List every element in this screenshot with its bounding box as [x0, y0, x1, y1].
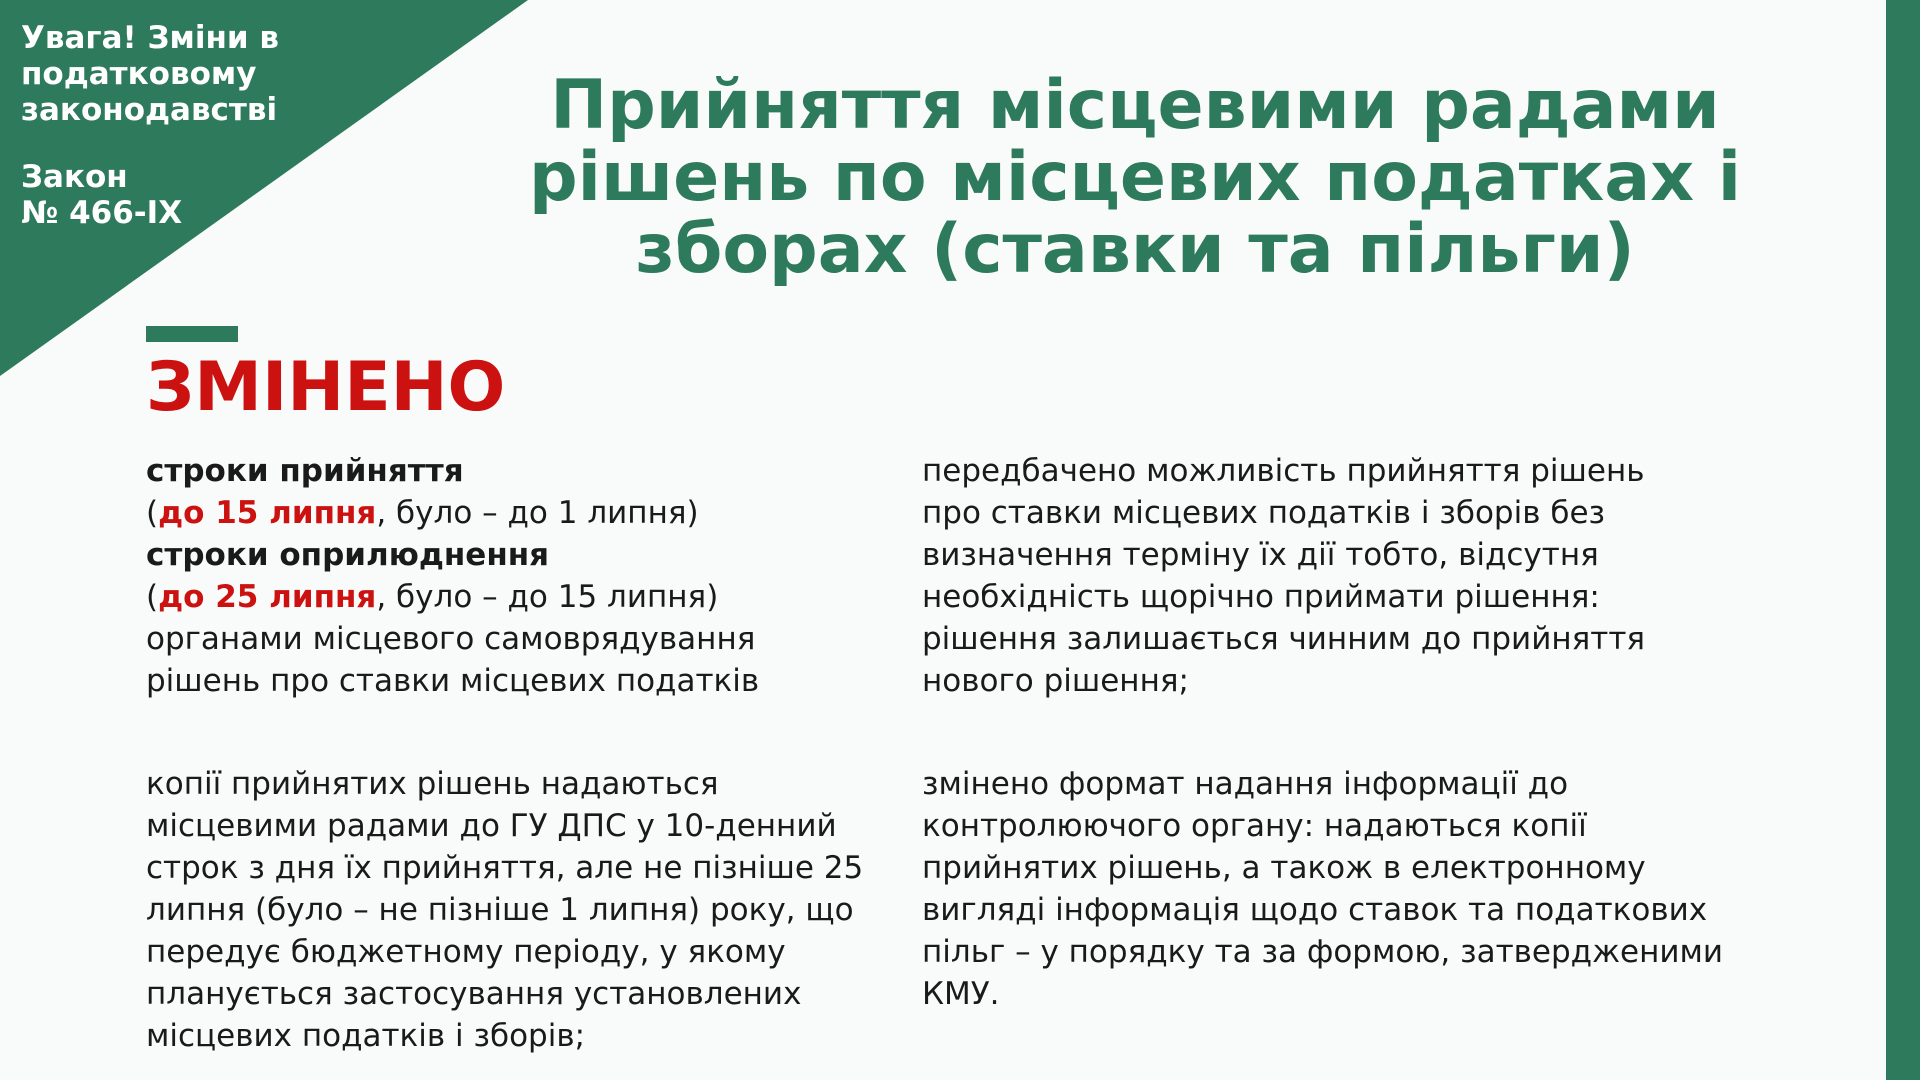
- text-line: строк з дня їх прийняття, але не пізніше 25: [146, 850, 864, 886]
- paren-open: (: [146, 579, 159, 615]
- text-line: змінено формат надання інформації до: [922, 766, 1569, 802]
- text-line: планується застосування установлених: [146, 976, 802, 1012]
- text-line: рішення залишається чинним до прийняття: [922, 621, 1646, 657]
- indefinite-term-block: [922, 450, 1742, 702]
- law-line-1: Закон: [21, 159, 128, 195]
- text-line: КМУ.: [922, 976, 1000, 1012]
- adoption-deadline-old: , було – до 1 липня): [376, 495, 699, 531]
- text-line: місцевих податків і зборів;: [146, 1018, 586, 1054]
- text-line: передує бюджетному періоду, у якому: [146, 934, 786, 970]
- publication-deadline-detail: [146, 576, 906, 618]
- accent-bar: [146, 326, 238, 342]
- title-line-3: зборах (ставки та пільги): [635, 210, 1635, 289]
- title-line-1: Прийняття місцевими радами: [550, 66, 1720, 145]
- publication-deadline-heading: строки оприлюднення: [146, 537, 550, 573]
- deadlines-text-line: органами місцевого самоврядування: [146, 621, 756, 657]
- notice-badge: [21, 20, 341, 231]
- paren-open: (: [146, 495, 159, 531]
- text-line: липня (було – не пізніше 1 липня) року, що: [146, 892, 854, 928]
- adoption-deadline-new: до 15 липня: [158, 495, 377, 531]
- deadlines-text-line: рішень про ставки місцевих податків: [146, 663, 760, 699]
- publication-deadline-old: , було – до 15 липня): [376, 579, 719, 615]
- law-line-2: № 466-IX: [21, 195, 183, 231]
- text-line: пільг – у порядку та за формою, затвердженими: [922, 934, 1724, 970]
- text-line: нового рішення;: [922, 663, 1189, 699]
- notice-line-3: законодавстві: [21, 92, 278, 128]
- text-line: передбачено можливість прийняття рішень: [922, 453, 1645, 489]
- publication-deadline-new: до 25 липня: [158, 579, 377, 615]
- copies-submission-block: [146, 763, 906, 1057]
- text-line: визначення терміну їх дії тобто, відсутня: [922, 537, 1599, 573]
- right-edge-strip: [1886, 0, 1920, 1080]
- page-title: [520, 66, 1750, 289]
- text-line: про ставки місцевих податків і зборів без: [922, 495, 1605, 531]
- adoption-deadline-heading: строки прийняття: [146, 453, 464, 489]
- text-line: місцевими радами до ГУ ДПС у 10-денний: [146, 808, 837, 844]
- text-line: прийнятих рішень, а також в електронному: [922, 850, 1646, 886]
- law-reference: [21, 159, 341, 231]
- changed-heading: ЗМІНЕНО: [146, 348, 506, 427]
- text-line: контролюючого органу: надаються копії: [922, 808, 1587, 844]
- notice-line-1: Увага! Зміни в: [21, 20, 280, 56]
- deadlines-block: [146, 450, 906, 702]
- adoption-deadline-detail: [146, 492, 906, 534]
- text-line: необхідність щорічно приймати рішення:: [922, 579, 1600, 615]
- text-line: вигляді інформація щодо ставок та податкових: [922, 892, 1708, 928]
- text-line: копії прийнятих рішень надаються: [146, 766, 719, 802]
- info-format-block: [922, 763, 1742, 1015]
- notice-line-2: податковому: [21, 56, 257, 92]
- title-line-2: рішень по місцевих податках і: [528, 138, 1742, 217]
